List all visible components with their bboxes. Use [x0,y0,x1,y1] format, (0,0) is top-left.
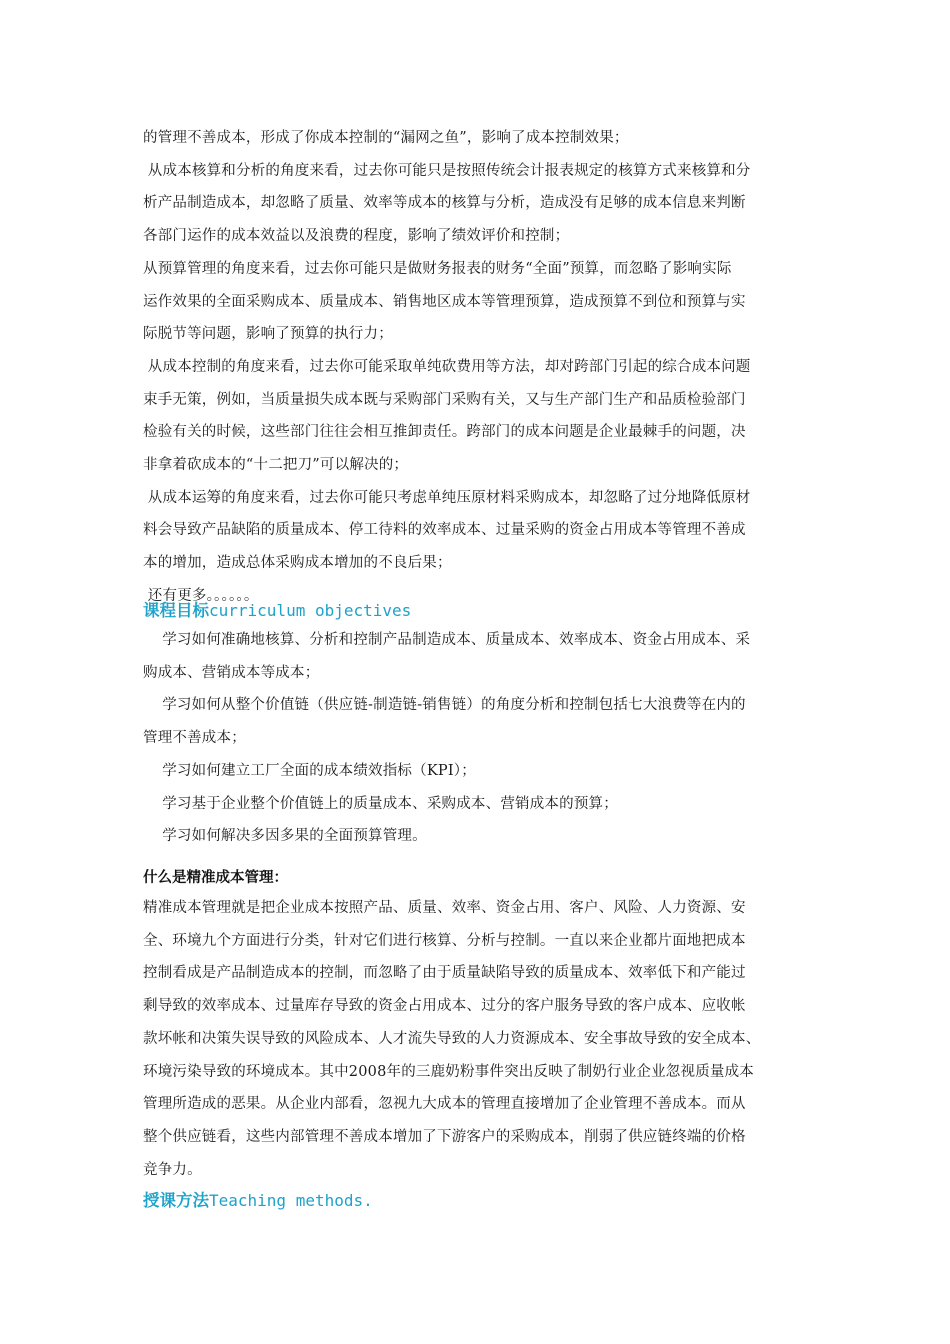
text-line: 购成本、营销成本等成本； [143,664,320,681]
text-line: 学习如何准确地核算、分析和控制产品制造成本、质量成本、效率成本、资金占用成本、采 [143,632,751,648]
text-line: 的管理不善成本，形成了你成本控制的“漏网之鱼”，影响了成本控制效果； [143,130,629,146]
text-line: 管理不善成本； [143,730,246,747]
text-line: 竞争力。 [143,1161,202,1178]
text-line: 学习如何从整个价值链（供应链-制造链-销售链）的角度分析和控制包括七大浪费等在内的 [143,697,746,714]
text-line: 剩导致的效率成本、过量库存导致的资金占用成本、过分的客户服务导致的客户成本、应收帐 [143,998,746,1015]
precision-paragraph [143,892,813,1186]
precision-title: 什么是精准成本管理： [143,870,288,886]
text-line: 从预算管理的角度来看，过去你可能只是做财务报表的财务“全面”预算，而忽略了影响实际 [143,260,732,277]
text-line: 运作效果的全面采购成本、质量成本、销售地区成本等管理预算，造成预算不到位和预算与实 [143,293,746,310]
methods-heading-en: Teaching methods. [209,1191,373,1210]
text-line: 精准成本管理就是把企业成本按照产品、质量、效率、资金占用、客户、风险、人力资源、安 [143,900,746,916]
text-line: 检验有关的时候，这些部门往往会相互推卸责任。跨部门的成本问题是企业最棘手的问题，决 [143,424,746,441]
intro-paragraphs [143,122,813,613]
objectives-heading-en: curriculum objectives [209,601,412,620]
text-line: 全、环境九个方面进行分类，针对它们进行核算、分析与控制。一直以来企业都片面地把成本 [143,932,746,949]
text-line: 从成本运筹的角度来看，过去你可能只考虑单纯压原材料采购成本，却忽略了过分地降低原材 [143,489,751,506]
methods-heading [143,1187,373,1211]
objectives-heading-cn: 课程目标 [143,601,209,620]
text-line: 际脱节等问题，影响了预算的执行力； [143,326,393,343]
text-line: 学习基于企业整个价值链上的质量成本、采购成本、营销成本的预算； [143,795,618,812]
text-line: 还有更多。。。。。。 [143,587,259,604]
text-line: 学习如何解决多因多果的全面预算管理。 [143,828,427,845]
objectives-heading [143,597,411,621]
text-line: 控制看成是产品制造成本的控制，而忽略了由于质量缺陷导致的质量成本、效率低下和产能过 [143,965,746,982]
text-line: 束手无策，例如，当质量损失成本既与采购部门采购有关，又与生产部门生产和品质检验部门 [143,391,746,408]
objectives-list [143,624,813,853]
methods-heading-cn: 授课方法 [143,1191,209,1210]
text-line: 环境污染导致的环境成本。其中2008年的三鹿奶粉事件突出反映了制奶行业企业忽视质量成本 [143,1063,754,1080]
text-line: 从成本核算和分析的角度来看，过去你可能只是按照传统会计报表规定的核算方式来核算和分 [143,162,751,179]
text-line: 整个供应链看，这些内部管理不善成本增加了下游客户的采购成本，削弱了供应链终端的价格 [143,1128,746,1145]
text-line: 管理所造成的恶果。从企业内部看，忽视九大成本的管理直接增加了企业管理不善成本。而从 [143,1096,746,1113]
text-line: 料会导致产品缺陷的质量成本、停工待料的效率成本、过量采购的资金占用成本等管理不善成 [143,522,746,539]
text-line: 非拿着砍成本的“十二把刀”可以解决的； [143,457,409,474]
text-line: 学习如何建立工厂全面的成本绩效指标（KPI）； [143,762,476,779]
text-line: 析产品制造成本，却忽略了质量、效率等成本的核算与分析，造成没有足够的成本信息来判断 [143,195,746,212]
text-line: 各部门运作的成本效益以及浪费的程度，影响了绩效评价和控制； [143,228,570,245]
text-line: 款坏帐和决策失误导致的风险成本、人才流失导致的人力资源成本、安全事故导致的安全成本、 [143,1030,761,1047]
text-line: 本的增加，造成总体采购成本增加的不良后果； [143,555,452,572]
text-line: 从成本控制的角度来看，过去你可能采取单纯砍费用等方法，却对跨部门引起的综合成本问题 [143,358,751,375]
